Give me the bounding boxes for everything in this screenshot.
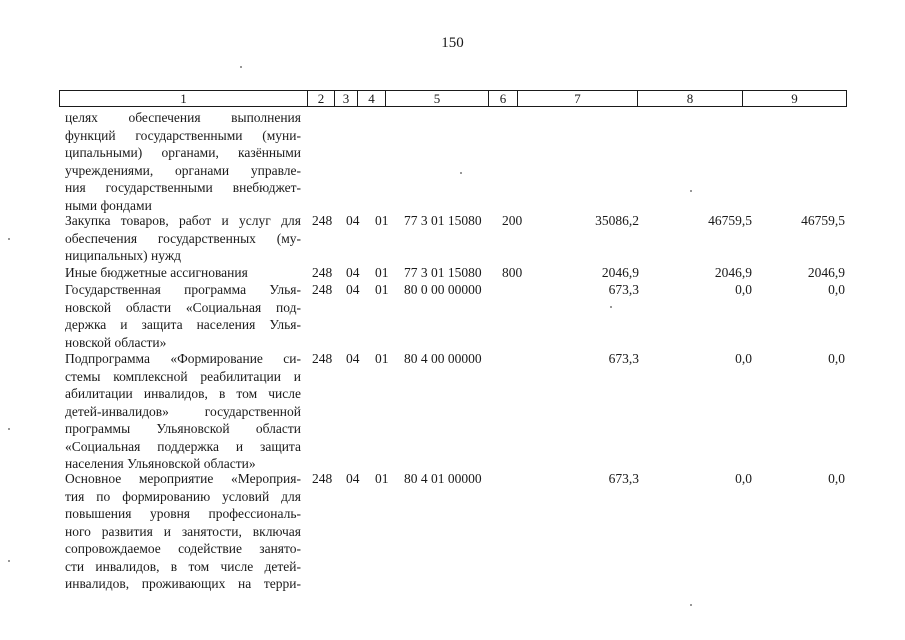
cell-col-9: 0,0	[828, 471, 845, 486]
header-col-1: 1	[60, 91, 308, 106]
scan-speck	[610, 306, 612, 308]
row-description	[65, 109, 301, 214]
cell-col-2: 248	[312, 265, 333, 280]
cell-col-7: 2046,9	[601, 265, 639, 280]
header-col-3: 3	[335, 91, 358, 106]
cell-col-5: 80 4 00 00000	[404, 351, 482, 366]
desc-line: ципальными) органами, казёнными	[65, 145, 301, 160]
cell-col-8: 2046,9	[714, 265, 752, 280]
cell-col-5: 77 3 01 15080	[404, 265, 482, 280]
desc-line: населения Ульяновской области»	[65, 456, 256, 471]
desc-line: инвалидов, проживающих на терри-	[65, 576, 301, 591]
cell-col-9: 2046,9	[807, 265, 845, 280]
cell-col-7: 673,3	[608, 351, 639, 366]
scan-speck	[240, 66, 242, 68]
desc-line: Закупка товаров, работ и услуг для	[65, 213, 301, 228]
header-col-5: 5	[386, 91, 489, 106]
desc-line: ными фондами	[65, 197, 152, 213]
cell-col-8: 0,0	[735, 351, 752, 366]
desc-line: учреждениями, органами управле-	[65, 162, 301, 178]
desc-line: детей-инвалидов» государственной	[65, 403, 301, 419]
table-header	[59, 90, 847, 107]
desc-line: повышения уровня профессиональ-	[65, 506, 301, 521]
header-col-9: 9	[791, 91, 798, 106]
desc-line: функций государственными (муни-	[65, 127, 301, 143]
cell-col-3: 04	[346, 265, 360, 280]
scan-speck	[8, 428, 10, 430]
row-description	[65, 212, 301, 265]
cell-col-2: 248	[312, 471, 333, 486]
cell-col-8: 0,0	[735, 282, 752, 297]
cell-col-4: 01	[375, 213, 389, 228]
desc-line: тия по формированию условий для	[65, 488, 301, 504]
desc-line: новской области»	[65, 334, 167, 350]
row-description	[65, 281, 301, 351]
header-col-2: 2	[308, 91, 335, 106]
desc-line: сопровождаемое содействие занято-	[65, 541, 301, 556]
cell-col-4: 01	[375, 471, 389, 486]
desc-line: сти инвалидов, в том числе детей-	[65, 558, 301, 574]
desc-line: «Социальная поддержка и защита	[65, 438, 301, 454]
cell-col-7: 673,3	[608, 282, 639, 297]
desc-line: стемы комплексной реабилитации и	[65, 368, 301, 384]
cell-col-7: 35086,2	[595, 213, 639, 228]
cell-col-8: 46759,5	[708, 213, 752, 228]
cell-col-5: 77 3 01 15080	[404, 213, 482, 228]
cell-col-9: 0,0	[828, 351, 845, 366]
cell-col-4: 01	[375, 265, 389, 280]
cell-col-7: 673,3	[608, 471, 639, 486]
desc-line: новской области «Социальная под-	[65, 299, 301, 315]
cell-col-4: 01	[375, 351, 389, 366]
desc-line: абилитации инвалидов, в том числе	[65, 386, 301, 401]
cell-col-2: 248	[312, 213, 333, 228]
desc-line: Подпрограмма «Формирование си-	[65, 351, 301, 366]
cell-col-3: 04	[346, 213, 360, 228]
cell-col-4: 01	[375, 282, 389, 297]
cell-col-6: 200	[502, 213, 523, 228]
header-col-6: 6	[489, 91, 518, 106]
cell-col-2: 248	[312, 282, 333, 297]
page-number: 150	[441, 35, 464, 51]
cell-col-6: 800	[502, 265, 523, 280]
cell-col-2: 248	[312, 351, 333, 366]
desc-line: Государственная программа Улья-	[65, 282, 301, 297]
desc-line: ниципальных) нужд	[65, 248, 182, 263]
desc-line: ния государственными внебюджет-	[65, 180, 301, 195]
row-description	[65, 350, 301, 473]
row-description	[65, 470, 301, 593]
desc-line: целях обеспечения выполнения	[65, 110, 301, 125]
desc-line: обеспечения государственных (му-	[65, 230, 301, 246]
scan-speck	[690, 604, 692, 606]
cell-col-3: 04	[346, 351, 360, 366]
scan-speck	[690, 190, 692, 192]
header-col-8: 8	[638, 91, 743, 106]
header-col-7: 7	[518, 91, 638, 106]
desc-line: Основное мероприятие «Мероприя-	[65, 471, 301, 486]
scan-speck	[8, 560, 10, 562]
scan-speck	[460, 172, 462, 174]
row-description	[65, 264, 301, 282]
desc-line: Иные бюджетные ассигнования	[65, 265, 248, 280]
cell-col-3: 04	[346, 471, 360, 486]
cell-col-5: 80 4 01 00000	[404, 471, 482, 486]
cell-col-5: 80 0 00 00000	[404, 282, 482, 297]
desc-line: ного развития и занятости, включая	[65, 523, 301, 539]
header-col-4: 4	[358, 91, 386, 106]
desc-line: держка и защита населения Улья-	[65, 317, 301, 332]
cell-col-8: 0,0	[735, 471, 752, 486]
cell-col-9: 0,0	[828, 282, 845, 297]
cell-col-9: 46759,5	[801, 213, 845, 228]
cell-col-3: 04	[346, 282, 360, 297]
desc-line: программы Ульяновской области	[65, 421, 301, 436]
scan-speck	[8, 238, 10, 240]
